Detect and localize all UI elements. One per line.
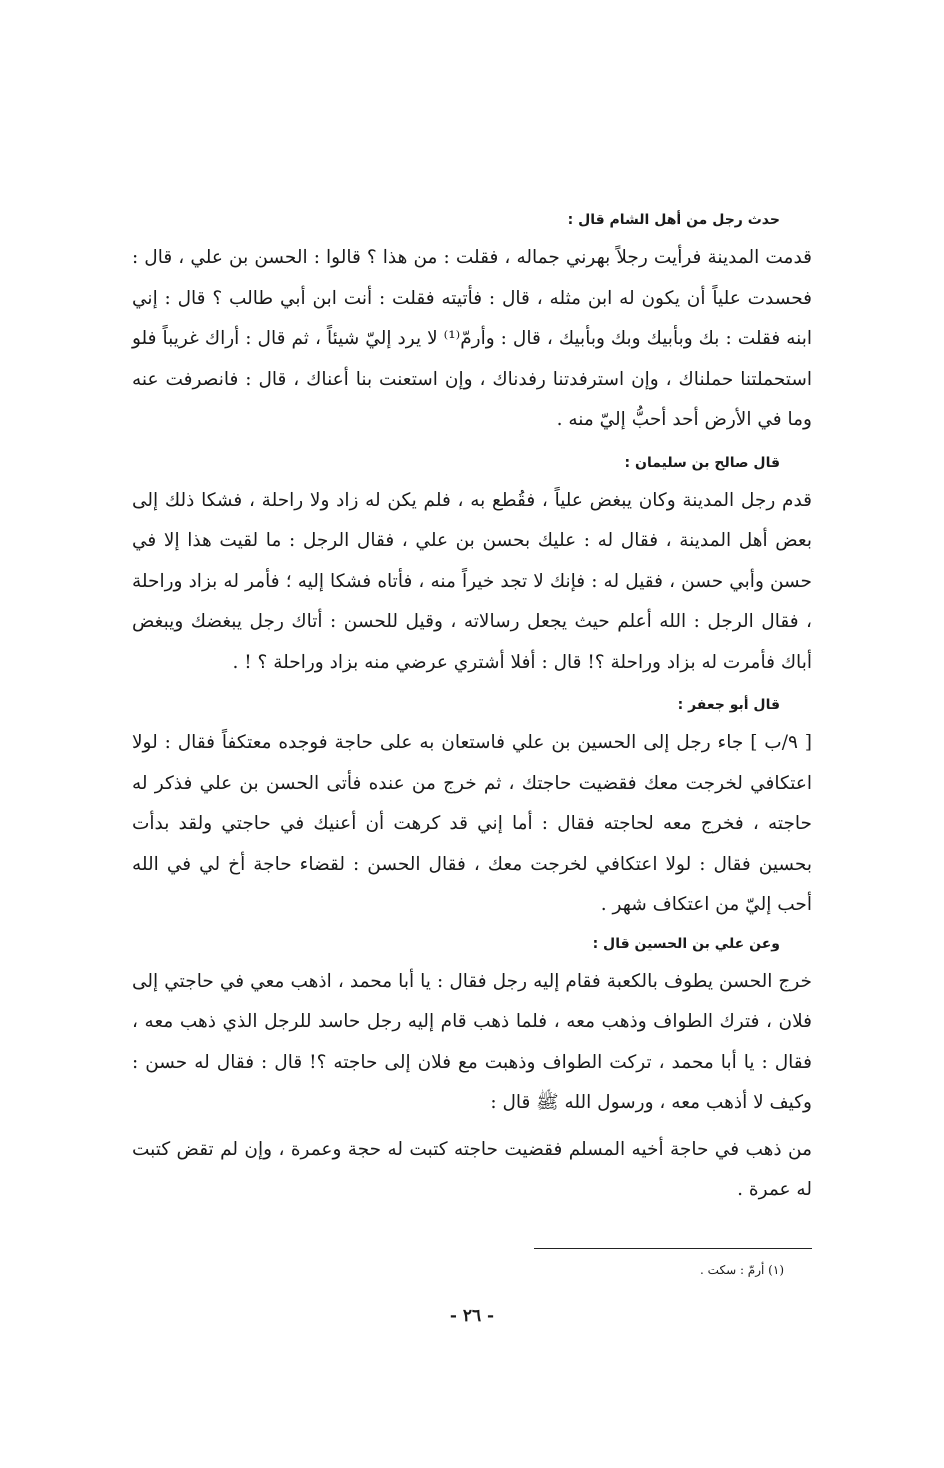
page-number: - ٢٦ - <box>449 1306 495 1326</box>
section-2 <box>132 451 812 684</box>
paragraph: [ ٩/ب ] جاء رجل إلى الحسين بن علي فاستعان به على حاجة فوجده معتكفاً فقال : لولا اعتكافي لخرجت معك فقضيت حاجتك ، ثم خرج من عنده فأتى الحسن بن علي فذكر له حاجته ، فخرج معه لحاجته فقال : أما إني قد كرهت أن أعنيك في حاجتي ولقد بدأت بحسين فقال : لولا اعتكافي لخرجت معك ، فقال الحسن : لقضاء حاجة أخ لي في الله أحب إليّ من اعتكاف شهر . <box>132 732 812 915</box>
section-heading: وعن علي بن الحسين قال : <box>592 935 780 952</box>
section-1 <box>132 208 812 441</box>
section-heading: قال أبو جعفر : <box>677 697 780 713</box>
section-4 <box>132 932 812 1211</box>
paragraph: قدم رجل المدينة وكان يبغض علياً ، فقُطع به ، فلم يكن له زاد ولا راحلة ، فشكا ذلك إلى بعض أهل المدينة ، فقال له : عليك بحسن بن علي ، فقال الرجل : ما لقيت هذا إلا في حسن وأبي حسن ، فقيل له : فإنك لا تجد خيراً منه ، فأتاه فشكا إليه ؛ فأمر له بزاد وراحلة ، فقال الرجل : الله أعلم حيث يجعل رسالاته ، وقيل للحسن : أتاك رجل يبغضك ويبغض أباك فأمرت له بزاد وراحلة ؟! قال : أفلا أشتري عرضي منه بزاد وراحلة ؟ ! . <box>132 489 812 673</box>
paragraph: خرج الحسن يطوف بالكعبة فقام إليه رجل فقال : يا أبا محمد ، اذهب معي في حاجتي إلى فلان ، فترك الطواف وذهب معه ، فلما ذهب قام إليه رجل حاسد للرجل الذي ذهب معه ، فقال : يا أبا محمد ، تركت الطواف وذهبت مع فلان إلى حاجته ؟! قال : فقال له حسن : وكيف لا أذهب معه ، ورسول الله ﷺ قال : <box>132 970 812 1113</box>
footnote-separator <box>534 1248 812 1249</box>
footnote: (١) أرمّ : سكت . <box>700 1263 784 1277</box>
section-3 <box>132 693 812 926</box>
paragraph: من ذهب في حاجة أخيه المسلم فقضيت حاجته كتبت له حجة وعمرة ، وإن لم تقض كتبت له عمرة . <box>132 1138 812 1200</box>
paragraph: قدمت المدينة فرأيت رجلاً بهرني جماله ، فقلت : من هذا ؟ قالوا : الحسن بن علي ، قال : فحسدت علياً أن يكون له ابن مثله ، قال : فأتيته فقلت : أنت ابن أبي طالب ؟ قال : إني ابنه فقلت : بك وبأبيك وبك وبأبيك ، قال : وأرمّ⁽¹⁾ لا يرد إليّ شيئاً ، ثم قال : أراك غريباً فلو استحملتنا حملناك ، وإن استرفدتنا رفدناك ، وإن استعنت بنا أعناك ، قال : فانصرفت عنه وما في الأرض أحد أحبُّ إليّ منه . <box>132 247 812 430</box>
section-heading: قال صالح بن سليمان : <box>624 454 780 471</box>
section-heading: حدث رجل من أهل الشام قال : <box>567 212 780 228</box>
main-text <box>132 208 812 1211</box>
